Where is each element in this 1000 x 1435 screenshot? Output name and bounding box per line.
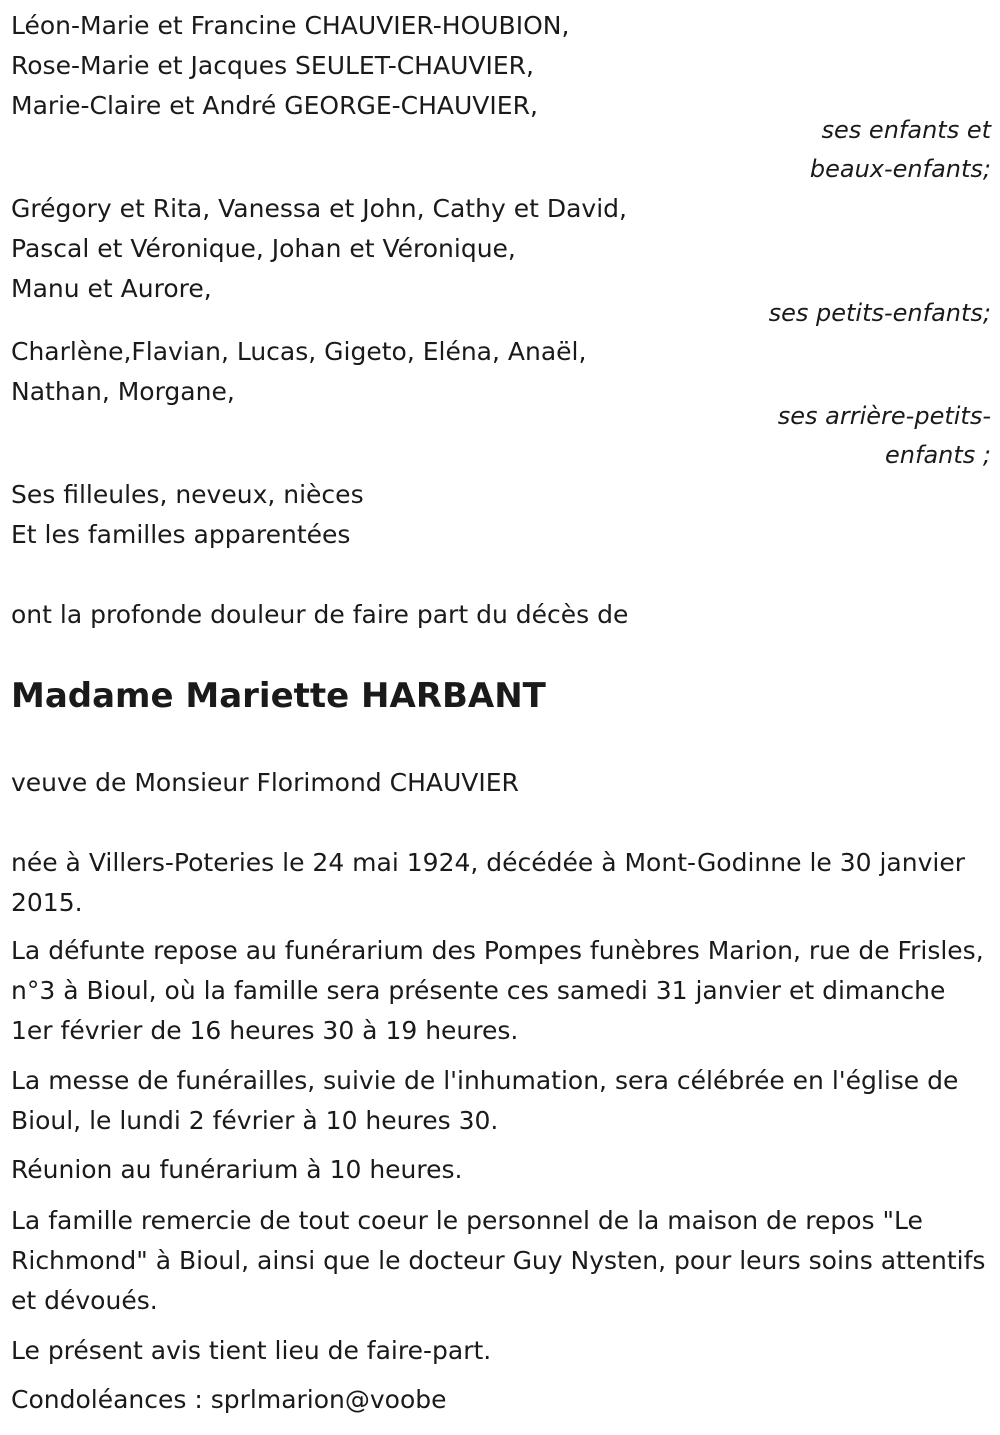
funerarium-paragraph: La défunte repose au funérarium des Pompes funèbres Marion, rue de Frisles, n°3 à Bioul, où la famille sera présente ces samedi 31 janvier et dimanche 1er février de 16 heures 30 à 19 heures. bbox=[11, 936, 984, 1045]
widow-of-text: veuve de Monsieur Florimond CHAUVIER bbox=[11, 768, 519, 797]
others-line-2: Et les familles apparentées bbox=[11, 520, 351, 549]
obituary-notice bbox=[11, 0, 991, 1435]
thanks-paragraph: La famille remercie de tout coeur le personnel de la maison de repos "Le Richmond" à Bioul, ainsi que le docteur Guy Nysten, pour leurs soins attentifs et dévoués. bbox=[11, 1206, 986, 1315]
children-role-line-1: ses enfants et bbox=[821, 116, 991, 144]
others-line-1: Ses filleules, neveux, nièces bbox=[11, 480, 364, 509]
great-grandchildren-role-line-2: enfants ; bbox=[885, 441, 991, 469]
birth-death-paragraph: née à Villers-Poteries le 24 mai 1924, décédée à Mont-Godinne le 30 janvier 2015. bbox=[11, 848, 965, 917]
funeral-mass-paragraph: La messe de funérailles, suivie de l'inhumation, sera célébrée en l'église de Bioul, le lundi 2 février à 10 heures 30. bbox=[11, 1066, 959, 1135]
children-line-1: Léon-Marie et Francine CHAUVIER-HOUBION, bbox=[11, 11, 570, 40]
children-line-3: Marie-Claire et André GEORGE-CHAUVIER, bbox=[11, 91, 538, 120]
condolences-paragraph: Condoléances : sprlmarion@voobe bbox=[11, 1385, 447, 1414]
grandchildren-role: ses petits-enfants; bbox=[768, 299, 991, 327]
great-grandchildren-line-1: Charlène,Flavian, Lucas, Gigeto, Eléna, Anaël, bbox=[11, 337, 587, 366]
grandchildren-line-2: Pascal et Véronique, Johan et Véronique, bbox=[11, 234, 516, 263]
announcement-text: ont la profonde douleur de faire part du décès de bbox=[11, 600, 629, 629]
great-grandchildren-line-2: Nathan, Morgane, bbox=[11, 377, 235, 406]
grandchildren-line-3: Manu et Aurore, bbox=[11, 274, 212, 303]
notice-paragraph: Le présent avis tient lieu de faire-part. bbox=[11, 1336, 492, 1365]
great-grandchildren-role-line-1: ses arrière-petits- bbox=[777, 402, 991, 430]
grandchildren-line-1: Grégory et Rita, Vanessa et John, Cathy et David, bbox=[11, 194, 627, 223]
deceased-name: Madame Mariette HARBANT bbox=[11, 676, 546, 716]
children-role-line-2: beaux-enfants; bbox=[809, 155, 991, 183]
children-line-2: Rose-Marie et Jacques SEULET-CHAUVIER, bbox=[11, 51, 534, 80]
reunion-paragraph: Réunion au funérarium à 10 heures. bbox=[11, 1155, 463, 1184]
